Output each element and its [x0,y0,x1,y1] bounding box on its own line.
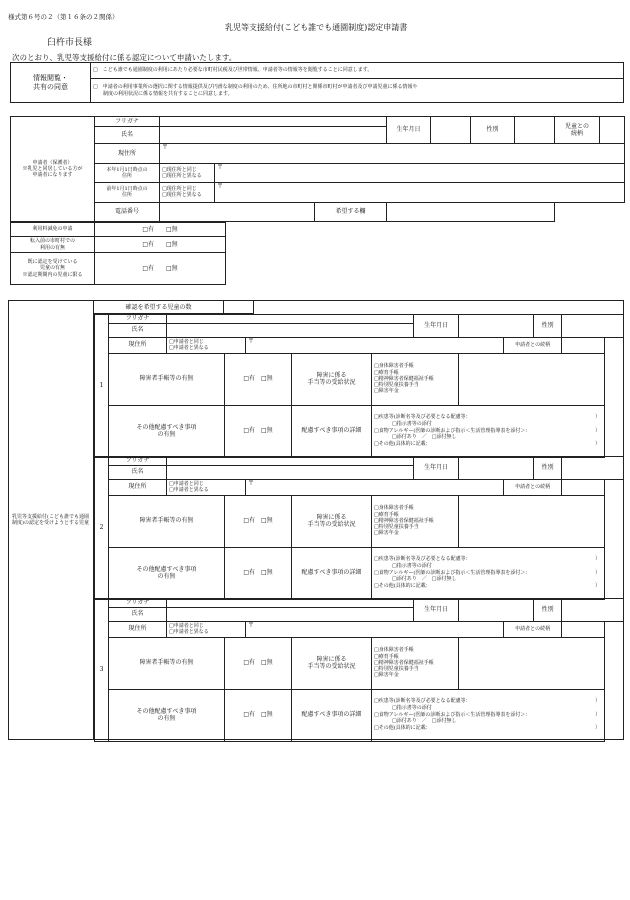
child-address-label: 現住所 [109,337,167,353]
child-care-detail-options[interactable]: □疾患等(診断名等及び必要となる配慮等： ） □指示書等の添付 □食物アレルギー(医師の診断および指示＜生活管理指導表を添付＞： ） □添付あり ／ □添付無し □その他(具体的に記載： ） [372,547,605,599]
child-furigana-label: フリガナ [109,599,167,608]
child-birthdate-label: 生年月日 [414,599,459,622]
applicant-jan1-last-year-label: 前年1月1日時点の 住所 [95,183,160,202]
child-count-field[interactable] [224,300,254,314]
consent-label: 情報閲覧・ 共有の同意 [11,63,91,103]
child-disability-card-label: 障害者手帳等の有無 [109,637,225,689]
child-allowance-options[interactable]: □身体障害者手帳 □療育手帳 □精神障害者保健福祉手帳 □特別児童扶養手当 □障害年金 [372,353,459,405]
child-count-label: 確認を希望する児童の数 [94,300,224,314]
applicant-phone-label: 電話番号 [95,202,160,222]
child-care-detail-options[interactable]: □疾患等(診断名等及び必要となる配慮等： ） □指示書等の添付 □食物アレルギー(医師の診断および指示＜生活管理指導表を添付＞： ） □添付あり ／ □添付無し □その他(具体的に記載： ） [372,689,605,741]
child-relation-field[interactable] [562,621,605,637]
child-address-field[interactable]: 〒 [246,621,504,637]
fee-row-label: 転入前の市町村での 利用の有無 [11,237,95,253]
applicant-jan1-this-year-field[interactable]: 〒 [215,163,625,182]
child-birthdate-field[interactable] [459,457,534,480]
child-allowance-detail-field[interactable] [459,637,605,689]
child-furigana-label: フリガナ [109,315,167,324]
applicant-furigana-label: フリガナ [95,117,160,127]
child-allowance-options[interactable]: □身体障害者手帳 □療育手帳 □精神障害者保健福祉手帳 □特別児童扶養手当 □障害年金 [372,637,459,689]
child-relation-label: 申請者との続柄 [504,337,562,353]
fee-row-label: 既に認定を受けている 児童の有無 ※認定期間内の児童に限る [11,253,95,285]
child-name-field[interactable] [167,323,414,337]
child-address-label: 現住所 [109,621,167,637]
child-name-field[interactable] [167,465,414,479]
child-special-care-options[interactable]: □有 □無 [225,689,292,741]
applicant-section-label: 申請者（保護者） ※乳児と同居している方が 申請者になります [11,117,95,222]
applicant-phone-field[interactable] [160,202,315,222]
child-furigana-field[interactable] [167,599,414,608]
consent-table [10,62,624,103]
child-allowance-label: 障害に係る 手当等の受給状況 [292,637,372,689]
form-number: 様式第６号の２（第１６条の２関係） [8,13,119,21]
applicant-address-label: 現住所 [95,144,160,163]
child-block [94,456,624,600]
fee-row-options[interactable]: □有 □無 [95,237,226,253]
child-care-detail-label: 配慮すべき事項の詳細 [292,547,372,599]
child-name-label: 氏名 [109,323,167,337]
applicant-table [10,116,625,222]
applicant-jan1-last-year-options[interactable]: □現住所と同じ □現住所と異なる [160,183,215,202]
applicant-address-field[interactable]: 〒 [160,144,625,163]
applicant-jan1-this-year-label: 本年1月1日時点の 住所 [95,163,160,182]
child-allowance-label: 障害に係る 手当等の受給状況 [292,495,372,547]
child-special-care-label: その他配慮すべき事項 の有無 [109,547,225,599]
child-gender-field[interactable] [562,315,624,338]
child-furigana-field[interactable] [167,457,414,466]
addressee: 臼杵市長様 [47,38,93,48]
child-number: 2 [95,457,109,600]
child-number: 3 [95,599,109,742]
child-block [94,314,624,458]
child-care-detail-label: 配慮すべき事項の詳細 [292,405,372,457]
child-name-label: 氏名 [109,607,167,621]
fee-row-options[interactable]: □有 □無 [95,223,226,237]
child-gender-field[interactable] [562,599,624,622]
child-furigana-field[interactable] [167,315,414,324]
child-name-field[interactable] [167,607,414,621]
child-birthdate-field[interactable] [459,599,534,622]
child-gender-label: 性別 [534,315,562,338]
child-special-care-label: その他配慮すべき事項 の有無 [109,689,225,741]
child-allowance-options[interactable]: □身体障害者手帳 □療育手帳 □精神障害者保健福祉手帳 □特別児童扶養手当 □障害年金 [372,495,459,547]
fee-table [10,222,226,285]
applicant-name-label: 氏名 [95,126,160,143]
child-relation-field[interactable] [562,479,605,495]
child-number: 1 [95,315,109,458]
document-title: 乳児等支援給付(こども誰でも通園制度)認定申請書 [225,23,408,32]
child-address-field[interactable]: 〒 [246,479,504,495]
child-gender-field[interactable] [562,457,624,480]
child-relation-label: 申請者との続柄 [504,621,562,637]
child-disability-card-label: 障害者手帳等の有無 [109,353,225,405]
applicant-birthdate-field[interactable] [431,117,471,144]
child-address-options[interactable]: □申請者と同じ □申請者と異なる [167,479,246,495]
child-allowance-detail-field[interactable] [459,495,605,547]
child-special-care-label: その他配慮すべき事項 の有無 [109,405,225,457]
applicant-jan1-this-year-options[interactable]: □現住所と同じ □現住所と異なる [160,163,215,182]
child-disability-card-options[interactable]: □有 □無 [225,353,292,405]
child-allowance-label: 障害に係る 手当等の受給状況 [292,353,372,405]
child-care-detail-options[interactable]: □疾患等(診断名等及び必要となる配慮等： ） □指示書等の添付 □食物アレルギー(医師の診断および指示＜生活管理指導表を添付＞： ） □添付あり ／ □添付無し □その他(具体的に記載： ） [372,405,605,457]
applicant-furigana-field[interactable] [160,117,387,127]
child-address-field[interactable]: 〒 [246,337,504,353]
child-name-label: 氏名 [109,465,167,479]
child-block [94,598,624,742]
blank-cell [555,202,625,222]
fee-row-options[interactable]: □有 □無 [95,253,226,285]
child-allowance-detail-field[interactable] [459,353,605,405]
child-disability-card-options[interactable]: □有 □無 [225,495,292,547]
child-birthdate-field[interactable] [459,315,534,338]
child-gender-label: 性別 [534,599,562,622]
consent-item-1[interactable]: □ こども誰でも通園制度の利用にあたり必要な市町村民税及び世帯情報、申請者等の情報等を閲覧することに同意します。 [91,63,624,79]
child-birthdate-label: 生年月日 [414,457,459,480]
child-address-label: 現住所 [109,479,167,495]
fee-row-label: 利用料減免の申請 [11,223,95,237]
child-address-options[interactable]: □申請者と同じ □申請者と異なる [167,621,246,637]
applicant-relation-field[interactable] [600,117,625,144]
consent-item-2[interactable]: □ 申請者の利用事業所の選択に関する情報提供及び円滑な制度の利用のため、住所地の市町村と関係市町村が申請者及び申請児童に係る情報や 制度の利用状況に係る情報を共有することに同意します。 [91,79,624,103]
applicant-gender-label: 性別 [471,117,515,144]
child-special-care-options[interactable]: □有 □無 [225,405,292,457]
children-section-side [8,300,94,740]
child-furigana-label: フリガナ [109,457,167,466]
children-section-label: 乳児等支援給付(こども誰でも通園制度)の認定を受けようとする児童 [12,513,89,526]
applicant-gender-field[interactable] [515,117,555,144]
child-disability-card-options[interactable]: □有 □無 [225,637,292,689]
child-disability-card-label: 障害者手帳等の有無 [109,495,225,547]
child-relation-label: 申請者との続柄 [504,479,562,495]
preferred-contact-field[interactable] [387,202,555,222]
intro-text: 次のとおり、乳児等支援給付に係る認定について申請いたします。 [12,53,237,62]
applicant-name-field[interactable] [160,126,387,143]
applicant-birthdate-label: 生年月日 [387,117,431,144]
applicant-relation-label: 児童との 続柄 [555,117,600,144]
child-care-detail-label: 配慮すべき事項の詳細 [292,689,372,741]
child-special-care-options[interactable]: □有 □無 [225,547,292,599]
preferred-contact-label: 希望する欄 [315,202,387,222]
applicant-jan1-last-year-field[interactable]: 〒 [215,183,625,202]
child-gender-label: 性別 [534,457,562,480]
child-birthdate-label: 生年月日 [414,315,459,338]
child-address-options[interactable]: □申請者と同じ □申請者と異なる [167,337,246,353]
child-relation-field[interactable] [562,337,605,353]
